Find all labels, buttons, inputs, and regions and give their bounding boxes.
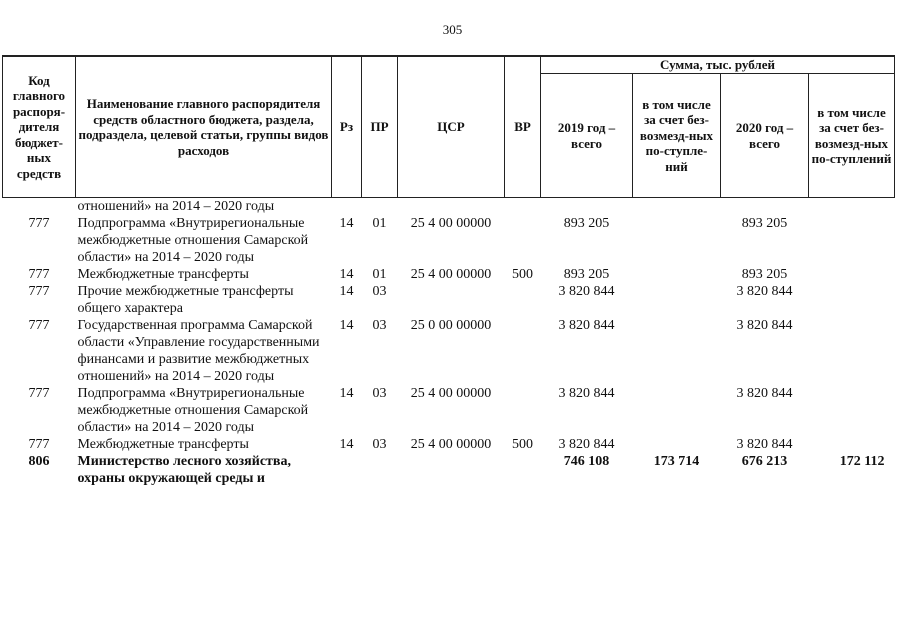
cell-vr: 500 bbox=[512, 437, 533, 452]
cell-pr bbox=[362, 198, 398, 216]
cell-2019-total: 3 820 844 bbox=[558, 437, 615, 452]
cell-name: Межбюджетные трансферты bbox=[77, 267, 249, 282]
cell-code: 777 bbox=[28, 386, 50, 401]
cell-code: 777 bbox=[28, 284, 50, 299]
cell-2020-total: 3 820 844 bbox=[736, 386, 793, 401]
cell-vr: 500 bbox=[512, 267, 533, 282]
header-vr: ВР bbox=[505, 56, 541, 198]
cell-2020-total: 893 205 bbox=[741, 216, 788, 231]
cell-name: Подпрограмма «Внутрирегиональные межбюджетные отношения Самарской области» на 2014 – 2020 годы bbox=[77, 216, 309, 265]
table-row bbox=[3, 385, 895, 436]
cell-name: Межбюджетные трансферты bbox=[77, 437, 249, 452]
cell-pr: 03 bbox=[372, 318, 387, 333]
cell-rz: 14 bbox=[339, 318, 354, 333]
cell-2020-total bbox=[721, 198, 809, 216]
cell-rz: 14 bbox=[339, 284, 354, 299]
table-row bbox=[3, 453, 895, 487]
header-pr: ПР bbox=[362, 56, 398, 198]
header-sum-group: Сумма, тыс. рублей bbox=[541, 56, 895, 74]
cell-name: Прочие межбюджетные трансферты общего характера bbox=[77, 284, 294, 316]
cell-csr bbox=[398, 453, 505, 487]
cell-vr bbox=[505, 385, 541, 436]
cell-code: 806 bbox=[28, 454, 50, 469]
cell-2019-free: 173 714 bbox=[653, 454, 700, 469]
cell-2019-total: 893 205 bbox=[563, 267, 610, 282]
cell-2019-free bbox=[633, 317, 721, 385]
cell-csr: 25 4 00 00000 bbox=[410, 216, 492, 231]
cell-vr bbox=[505, 317, 541, 385]
cell-pr: 03 bbox=[372, 284, 387, 299]
cell-csr: 25 4 00 00000 bbox=[410, 386, 492, 401]
page-number: 305 bbox=[442, 22, 463, 37]
cell-name: Подпрограмма «Внутрирегиональные межбюджетные отношения Самарской области» на 2014 – 2020 годы bbox=[77, 386, 309, 435]
header-2019-free: в том числе за счет без-возмезд-ных по-ступле-ний bbox=[633, 74, 721, 198]
cell-rz: 14 bbox=[339, 267, 354, 282]
cell-2020-total: 3 820 844 bbox=[736, 437, 793, 452]
cell-rz: 14 bbox=[339, 386, 354, 401]
cell-csr bbox=[398, 198, 505, 216]
cell-csr bbox=[398, 283, 505, 317]
header-2019-total: 2019 год – всего bbox=[541, 74, 633, 198]
cell-rz bbox=[332, 453, 362, 487]
cell-2020-total: 893 205 bbox=[741, 267, 788, 282]
cell-2019-total: 3 820 844 bbox=[558, 284, 615, 299]
header-csr: ЦСР bbox=[398, 56, 505, 198]
table-row bbox=[3, 317, 895, 385]
cell-2020-total: 3 820 844 bbox=[736, 318, 793, 333]
cell-2020-free bbox=[809, 385, 895, 436]
header-2020-total: 2020 год – всего bbox=[721, 74, 809, 198]
cell-vr bbox=[505, 198, 541, 216]
cell-vr bbox=[505, 453, 541, 487]
cell-2019-free bbox=[633, 436, 721, 453]
table-row bbox=[3, 198, 895, 216]
budget-table bbox=[2, 55, 895, 487]
table-row bbox=[3, 283, 895, 317]
cell-name: Министерство лесного хозяйства, охраны окружающей среды и bbox=[77, 454, 291, 486]
cell-pr: 03 bbox=[372, 437, 387, 452]
cell-2020-free bbox=[809, 283, 895, 317]
cell-name: отношений» на 2014 – 2020 годы bbox=[77, 199, 275, 214]
cell-2019-free bbox=[633, 283, 721, 317]
cell-2019-free bbox=[633, 198, 721, 216]
cell-2019-total: 746 108 bbox=[563, 454, 610, 469]
header-name: Наименование главного распорядителя средств областного бюджета, раздела, подраздела, целевой статьи, группы видов расходов bbox=[76, 56, 332, 198]
cell-2020-total: 3 820 844 bbox=[736, 284, 793, 299]
table-row bbox=[3, 436, 895, 453]
cell-2020-free bbox=[809, 198, 895, 216]
cell-2020-free bbox=[809, 266, 895, 283]
cell-vr bbox=[505, 283, 541, 317]
header-rz: Рз bbox=[332, 56, 362, 198]
cell-2019-free bbox=[633, 215, 721, 266]
cell-2019-free bbox=[633, 385, 721, 436]
cell-2020-free: 172 112 bbox=[839, 454, 885, 469]
cell-pr: 03 bbox=[372, 386, 387, 401]
cell-rz bbox=[332, 198, 362, 216]
cell-csr: 25 0 00 00000 bbox=[410, 318, 492, 333]
cell-2019-total: 3 820 844 bbox=[558, 386, 615, 401]
cell-vr bbox=[505, 215, 541, 266]
cell-2020-total: 676 213 bbox=[741, 454, 788, 469]
table-row bbox=[3, 215, 895, 266]
cell-pr: 01 bbox=[372, 267, 387, 282]
cell-2020-free bbox=[809, 436, 895, 453]
cell-2020-free bbox=[809, 215, 895, 266]
cell-code bbox=[3, 198, 76, 216]
header-code: Код главного распоря-дителя бюджет-ных средств bbox=[3, 56, 76, 198]
cell-2019-total: 3 820 844 bbox=[558, 318, 615, 333]
cell-csr: 25 4 00 00000 bbox=[410, 267, 492, 282]
cell-2019-total bbox=[541, 198, 633, 216]
cell-code: 777 bbox=[28, 437, 50, 452]
table-body bbox=[3, 198, 895, 488]
cell-rz: 14 bbox=[339, 437, 354, 452]
cell-2020-free bbox=[809, 317, 895, 385]
cell-pr bbox=[362, 453, 398, 487]
cell-2019-free bbox=[633, 266, 721, 283]
cell-code: 777 bbox=[28, 267, 50, 282]
cell-pr: 01 bbox=[372, 216, 387, 231]
header-2020-free: в том числе за счет без-возмезд-ных по-ступлений bbox=[809, 74, 895, 198]
cell-2019-total: 893 205 bbox=[563, 216, 610, 231]
cell-code: 777 bbox=[28, 318, 50, 333]
cell-rz: 14 bbox=[339, 216, 354, 231]
table-row bbox=[3, 266, 895, 283]
table-header bbox=[3, 56, 895, 198]
cell-name: Государственная программа Самарской области «Управление государственными финансами и развитие межбюджетных отношений» на 2014 – 2020 годы bbox=[77, 318, 320, 384]
cell-csr: 25 4 00 00000 bbox=[410, 437, 492, 452]
cell-code: 777 bbox=[28, 216, 50, 231]
